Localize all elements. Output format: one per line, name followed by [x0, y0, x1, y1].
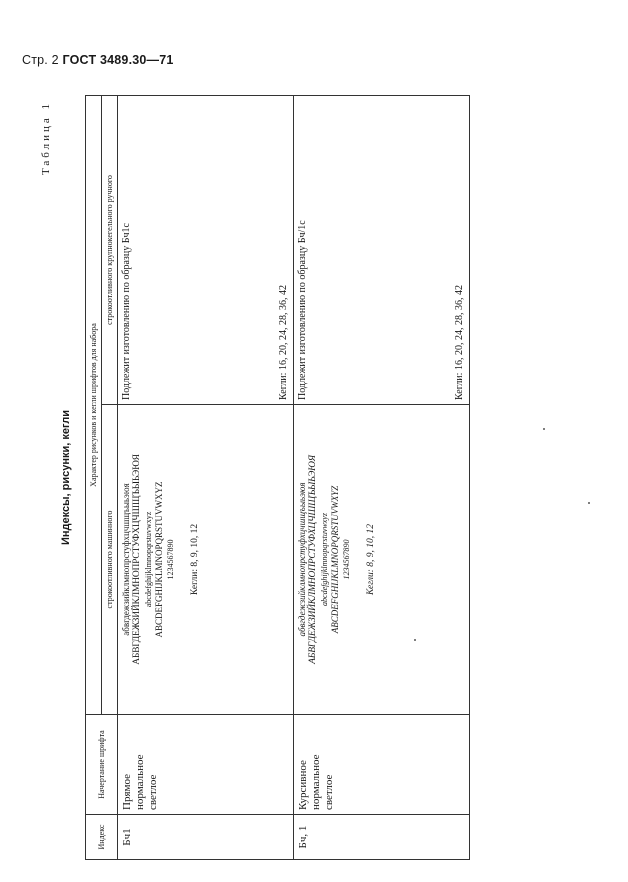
row-large-cell	[118, 96, 294, 405]
sample-uppercase-cyrillic: АБВГДЕЖЗИЙКЛМНОПРСТУФХЦЧШЩЪЫЬЭЮЯ	[308, 455, 318, 664]
scan-speck	[414, 639, 416, 641]
scan-speck	[588, 502, 590, 504]
sample-lowercase-cyrillic: абвгдежзийклмнопрстуфхцчшщъыьэюя	[297, 482, 307, 637]
table-caption: Таблица 1	[40, 101, 52, 176]
header-name: Начертание шрифта	[86, 715, 118, 815]
header-index: Индекс	[86, 815, 118, 860]
row-font-name: Прямое нормальное светлое	[118, 715, 294, 815]
row-font-name: Курсивное нормальное светлое	[294, 715, 470, 815]
large-note: Подлежит изготовлению по образцу Бч/1с	[297, 220, 308, 400]
table-row	[294, 96, 470, 860]
table-row	[118, 96, 294, 860]
header-group: Характер рисунков и кегли шрифтов для набора	[86, 96, 102, 715]
large-sizes: Кегли: 16, 20, 24, 28, 36, 42	[278, 285, 289, 400]
large-note: Подлежит изготовлению по образцу Бч1с	[121, 223, 132, 400]
row-sample	[118, 405, 294, 715]
sample-lowercase-latin: abcdefghijklmnopqrstuvwxyz	[320, 513, 329, 606]
hand-sizes: Кегли: 8, 9, 10, 12	[190, 523, 200, 596]
table-title: Индексы, рисунки, кегли	[60, 409, 72, 546]
rotated-table-block	[40, 95, 600, 860]
sample-lowercase-latin: abcdefghijklmnopqrstuvwxyz	[144, 511, 153, 608]
row-sample	[294, 405, 470, 715]
hand-sizes: Кегли: 8, 9, 10, 12	[366, 523, 376, 596]
fonts-table	[85, 95, 470, 860]
large-sizes: Кегли: 16, 20, 24, 28, 36, 42	[454, 285, 465, 400]
sample-uppercase-cyrillic: АБВГДЕЖЗИЙКЛМНОПРСТУФХЦЧШЩЪЫЬЭЮЯ	[132, 454, 142, 665]
standard-number: ГОСТ 3489.30—71	[62, 53, 174, 67]
header-large: строкоотливного крупнокегельного ручного	[102, 96, 118, 405]
sample-digits: 1234567890	[166, 539, 175, 580]
row-index: Бч1	[118, 815, 294, 860]
page-number: Стр. 2	[22, 53, 59, 67]
row-index: Бч, 1	[294, 815, 470, 860]
sample-lowercase-cyrillic: абвгдежзийклмнопрстуфхцчшщъыьэюя	[121, 483, 131, 636]
header-hand: строкоотливного машинного	[102, 405, 118, 715]
sample-uppercase-latin: ABCDEFGHIJKLMNOPQRSTUVWXYZ	[330, 485, 340, 634]
sample-digits: 1234567890	[342, 539, 351, 580]
scan-speck	[543, 428, 545, 430]
page-header	[22, 53, 174, 67]
row-large-cell	[294, 96, 470, 405]
sample-uppercase-latin: ABCDEFGHIJKLMNOPQRSTUVWXYZ	[154, 481, 164, 638]
